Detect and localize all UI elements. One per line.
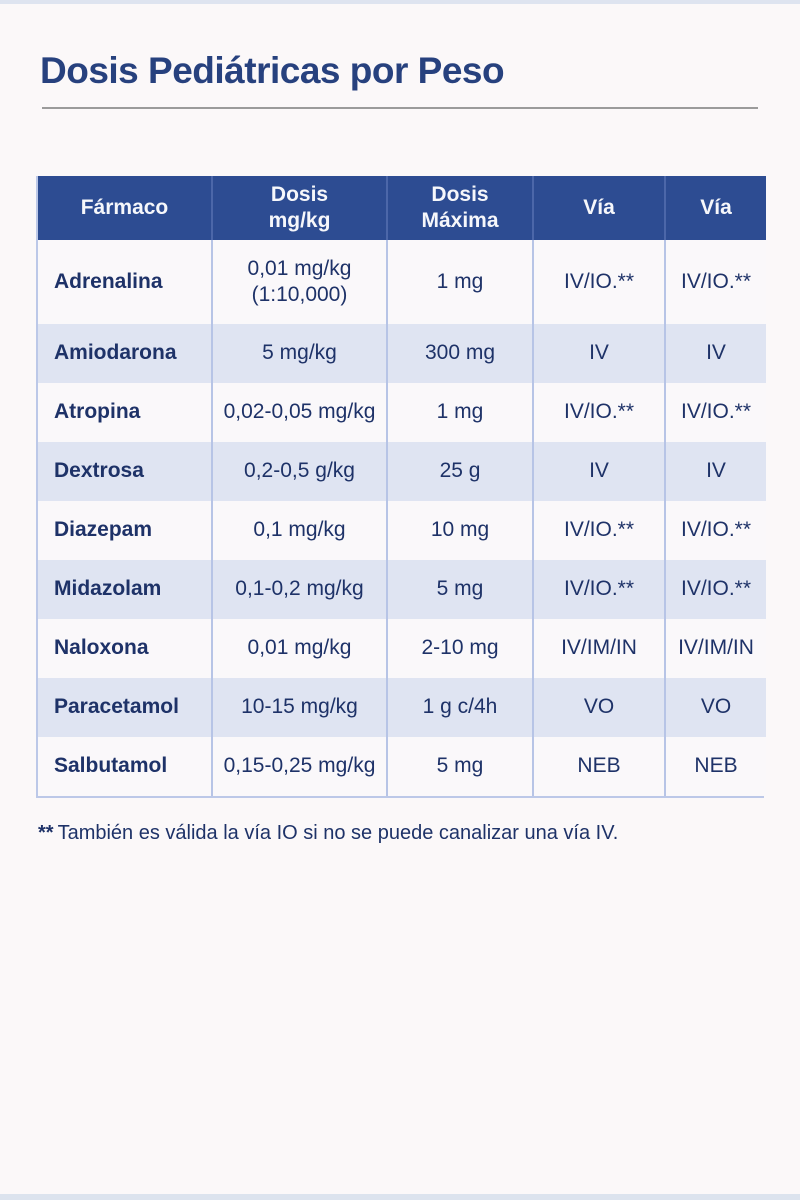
cell-max-dose: 2-10 mg bbox=[387, 619, 533, 678]
cell-via-1: IV bbox=[533, 442, 665, 501]
top-edge-strip bbox=[0, 0, 800, 4]
cell-dose: 0,15-0,25 mg/kg bbox=[212, 737, 387, 796]
cell-drug: Diazepam bbox=[38, 501, 212, 560]
table-row bbox=[38, 560, 766, 619]
cell-dose: 0,02-0,05 mg/kg bbox=[212, 383, 387, 442]
table-row bbox=[38, 619, 766, 678]
cell-via-2: IV/IO.** bbox=[665, 383, 766, 442]
cell-max-dose: 1 mg bbox=[387, 240, 533, 324]
cell-via-1: IV/IO.** bbox=[533, 240, 665, 324]
cell-max-dose: 1 mg bbox=[387, 383, 533, 442]
cell-dose: 5 mg/kg bbox=[212, 324, 387, 383]
column-header-dosis-mgkg: Dosis mg/kg bbox=[212, 176, 387, 240]
table-row bbox=[38, 383, 766, 442]
cell-dose: 0,01 mg/kg bbox=[212, 619, 387, 678]
cell-via-1: IV/IO.** bbox=[533, 501, 665, 560]
cell-drug: Dextrosa bbox=[38, 442, 212, 501]
cell-dose: 0,1-0,2 mg/kg bbox=[212, 560, 387, 619]
cell-via-1: NEB bbox=[533, 737, 665, 796]
cell-dose: 0,2-0,5 g/kg bbox=[212, 442, 387, 501]
cell-via-2: VO bbox=[665, 678, 766, 737]
column-header-farmaco: Fármaco bbox=[38, 176, 212, 240]
cell-max-dose: 25 g bbox=[387, 442, 533, 501]
cell-drug: Naloxona bbox=[38, 619, 212, 678]
cell-drug: Atropina bbox=[38, 383, 212, 442]
cell-max-dose: 5 mg bbox=[387, 560, 533, 619]
io-route-footnote bbox=[38, 822, 618, 845]
footnote-asterisks: ** bbox=[38, 822, 54, 844]
cell-via-2: IV/IO.** bbox=[665, 560, 766, 619]
cell-via-1: VO bbox=[533, 678, 665, 737]
cell-dose: 10-15 mg/kg bbox=[212, 678, 387, 737]
table-row bbox=[38, 324, 766, 383]
cell-drug: Adrenalina bbox=[38, 240, 212, 324]
footnote-text: También es válida la vía IO si no se puede canalizar una vía IV. bbox=[57, 822, 619, 844]
cell-max-dose: 5 mg bbox=[387, 737, 533, 796]
table-row bbox=[38, 240, 766, 324]
cell-max-dose: 1 g c/4h bbox=[387, 678, 533, 737]
cell-drug: Paracetamol bbox=[38, 678, 212, 737]
cell-drug: Amiodarona bbox=[38, 324, 212, 383]
cell-via-1: IV/IM/IN bbox=[533, 619, 665, 678]
page-title: Dosis Pediátricas por Peso bbox=[40, 50, 505, 91]
table-row bbox=[38, 442, 766, 501]
cell-max-dose: 300 mg bbox=[387, 324, 533, 383]
bottom-edge-strip bbox=[0, 1194, 800, 1200]
cell-dose: 0,01 mg/kg (1:10,000) bbox=[212, 240, 387, 324]
table-row bbox=[38, 737, 766, 796]
cell-via-2: IV/IO.** bbox=[665, 501, 766, 560]
cell-max-dose: 10 mg bbox=[387, 501, 533, 560]
table-row bbox=[38, 501, 766, 560]
cell-drug: Salbutamol bbox=[38, 737, 212, 796]
pediatric-dose-table bbox=[36, 176, 764, 798]
cell-via-1: IV/IO.** bbox=[533, 383, 665, 442]
column-header-dosis-maxima: Dosis Máxima bbox=[387, 176, 533, 240]
cell-drug: Midazolam bbox=[38, 560, 212, 619]
table-header-row bbox=[38, 176, 766, 240]
cell-via-2: NEB bbox=[665, 737, 766, 796]
cell-via-2: IV bbox=[665, 324, 766, 383]
cell-via-2: IV/IM/IN bbox=[665, 619, 766, 678]
cell-via-1: IV/IO.** bbox=[533, 560, 665, 619]
table-row bbox=[38, 678, 766, 737]
column-header-via-1: Vía bbox=[533, 176, 665, 240]
cell-via-2: IV bbox=[665, 442, 766, 501]
title-divider-rule bbox=[42, 107, 758, 109]
cell-via-1: IV bbox=[533, 324, 665, 383]
cell-dose: 0,1 mg/kg bbox=[212, 501, 387, 560]
column-header-via-2: Vía bbox=[665, 176, 766, 240]
cell-via-2: IV/IO.** bbox=[665, 240, 766, 324]
